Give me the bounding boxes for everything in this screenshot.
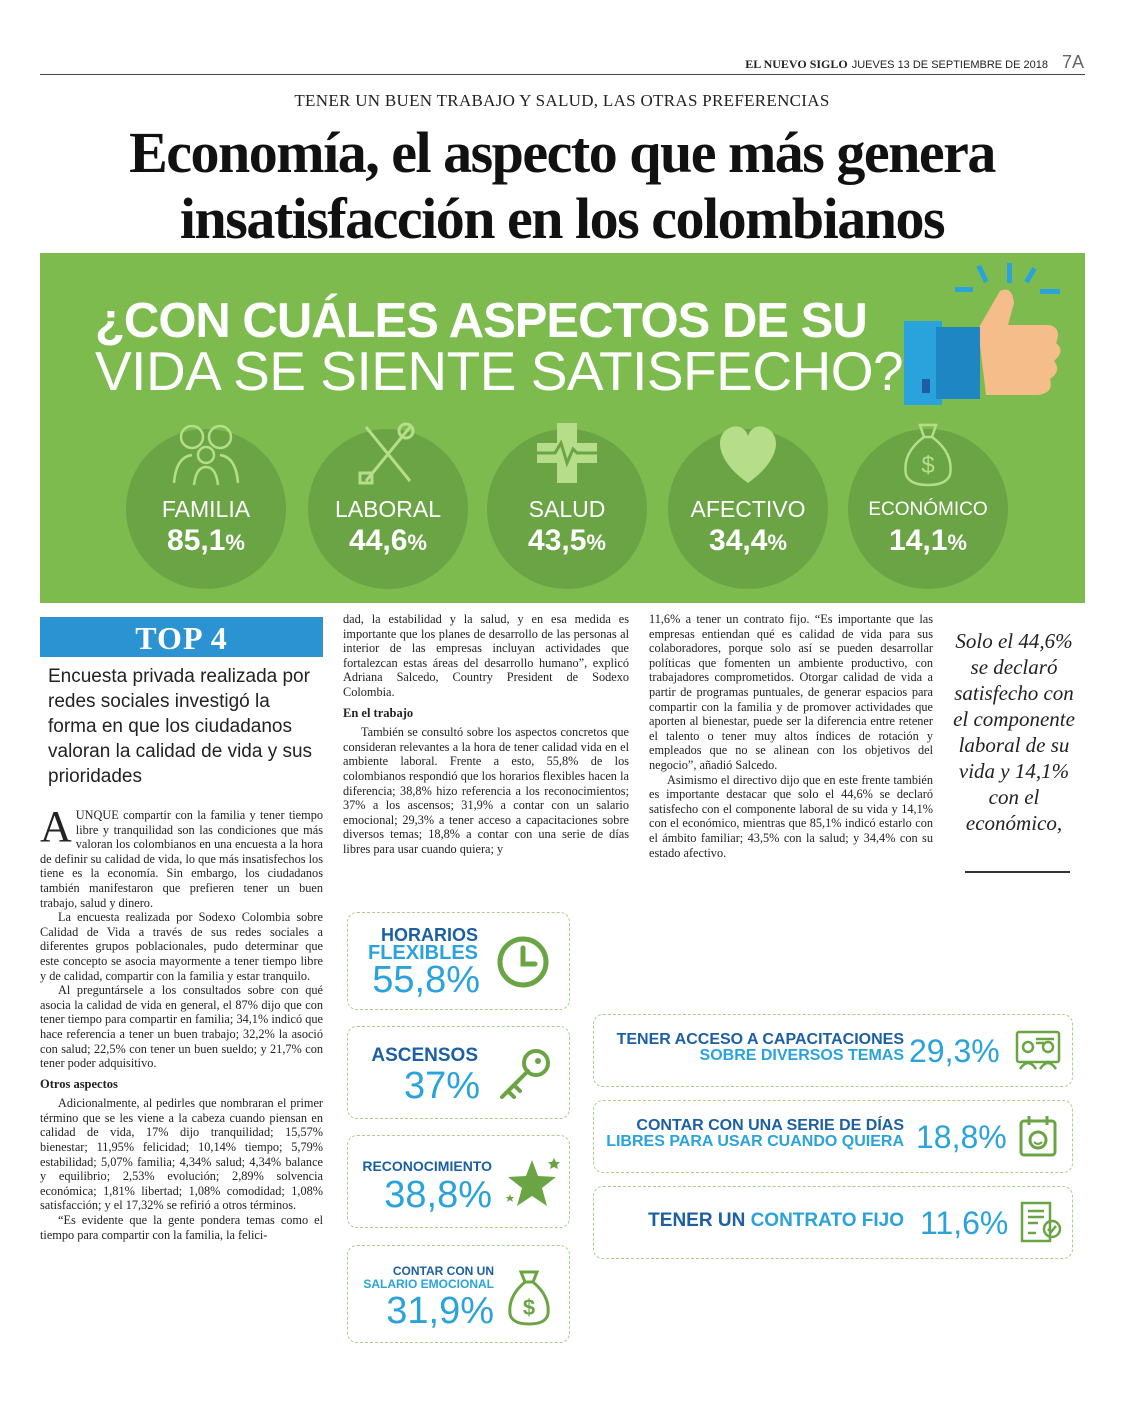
box-label: TENER UN CONTRATO FIJO	[648, 1210, 904, 1231]
box-label: SOBRE DIVERSOS TEMAS	[699, 1047, 904, 1064]
svg-text:$: $	[921, 452, 935, 479]
clock-icon	[496, 935, 550, 989]
circle-value: 34,4%	[709, 524, 787, 557]
subheading: En el trabajo	[343, 705, 414, 720]
box-contrato-fijo	[593, 1186, 1073, 1259]
article-paragraph: La encuesta realizada por Sodexo Colombia sobre Calidad de Vida a través de sus redes sociales a diferentes grupos poblacionales, pudo determinar que este concepto se asocia mayormente a tener tiempo libre y de calidad, compartir con la familia y estar tranquilo.	[40, 910, 323, 983]
box-dias-libres	[593, 1100, 1073, 1173]
box-label: RECONOCIMIENTO	[362, 1158, 492, 1174]
pull-quote-rule	[965, 871, 1070, 873]
article-paragraph: dad, la estabilidad y la salud, y en esa medida es importante que los planes de desarrollo de las personas al interior de las empresas incluyan actividades que fortalezcan estas áreas del desarrollo humano”, explicó Adriana Salcedo, Country President de Sodexo Colombia.	[343, 612, 629, 699]
box-salario-emocional	[347, 1245, 570, 1343]
star-icon	[502, 1154, 562, 1214]
circle-value: 85,1%	[167, 524, 245, 557]
box-value: 29,3%	[909, 1033, 1000, 1069]
kicker: TENER UN BUEN TRABAJO Y SALUD, LAS OTRAS PREFERENCIAS	[294, 91, 830, 110]
deck-summary: Encuesta privada realizada por redes sociales investigó la forma en que los ciudadanos valoran la calidad de vida y sus prioridades	[48, 666, 313, 787]
box-horarios-flexibles	[347, 912, 570, 1010]
circle-economico	[848, 429, 1008, 603]
circle-familia	[126, 429, 286, 603]
box-label: LIBRES PARA USAR CUANDO QUIERA	[606, 1133, 904, 1150]
box-label: SALARIO EMOCIONAL	[363, 1277, 494, 1291]
article-paragraph: 11,6% a tener un contrato fijo. “Es importante que las empresas entiendan qué es calidad de vida para sus colaboradores, porque solo así se pueden desarrollar políticas que fomenten un ambiente productivo, con trabajadores comprometidos. Otorgar calidad de vida a partir de programas puntuales, de generar espacios para compartir con la familia y de promover actividades que aporten al bienestar, puede ser la diferencia entre retener el talento o tener muy altos índices de rotación y empleados que no se alinean con los objetivos del negocio”, añadió Salcedo.	[649, 612, 933, 772]
headline-line-1: Economía, el aspecto que más genera	[129, 120, 995, 185]
box-label: ASCENSOS	[371, 1045, 478, 1066]
box-value: 37%	[403, 1065, 480, 1107]
headline	[60, 120, 1064, 252]
subheading: Otros aspectos	[40, 1076, 118, 1091]
circle-value: 44,6%	[349, 524, 427, 557]
circle-salud	[487, 429, 647, 603]
box-value: 18,8%	[916, 1119, 1007, 1155]
box-label: CONTAR CON UN	[392, 1264, 494, 1278]
health-cross-icon	[527, 419, 607, 489]
page-header	[745, 52, 1084, 73]
box-label: TENER ACCESO A CAPACITACIONES	[616, 1031, 904, 1048]
newspaper-name: EL NUEVO SIGLO	[745, 57, 848, 71]
box-value: 38,8%	[384, 1174, 492, 1216]
calendar-icon	[1018, 1113, 1058, 1159]
box-label: CONTAR CON UNA SERIE DE DÍAS	[636, 1117, 904, 1134]
box-value: 11,6%	[920, 1205, 1009, 1241]
heart-icon	[708, 419, 788, 489]
box-reconocimiento	[347, 1135, 570, 1228]
box-label: HORARIOS	[380, 925, 478, 945]
issue-date: JUEVES 13 DE SEPTIEMBRE DE 2018	[851, 59, 1048, 71]
money-bag-icon	[888, 419, 968, 489]
family-icon	[166, 419, 246, 489]
article-paragraph: También se consultó sobre los aspectos concretos que consideran relevantes a la hora de tener calidad vida en el ambiente laboral. Frente a esto, 55,8% de los colombianos respondió que los horarios flexibles hacen la diferencia; 38,8% hizo referencia a los reconocimientos; 37% a los ascensos; 31,9% a contar con un salario emocional; 29,3% a tener acceso a capacitaciones sobre diversos temas; 18,8% a contar con una serie de días libres para usar cuando quiera; y	[343, 725, 629, 856]
key-icon	[494, 1045, 554, 1105]
headline-line-2: insatisfacción en los colombianos	[179, 186, 945, 251]
circle-value: 14,1%	[889, 524, 967, 557]
pull-quote: Solo el 44,6% se declaró satisfecho con el componente laboral de su vida y 14,1% con el económico,	[953, 629, 1075, 835]
article-column-1	[40, 802, 323, 1242]
svg-text:$: $	[522, 1295, 536, 1320]
circle-label: LABORAL	[334, 496, 442, 522]
page-number: 7A	[1061, 52, 1084, 72]
tools-icon	[348, 419, 428, 489]
banner-question-line-1: ¿CON CUÁLES ASPECTOS DE SU	[95, 294, 867, 348]
circle-value: 43,5%	[528, 524, 606, 557]
circle-label: FAMILIA	[161, 496, 251, 522]
banner-question-line-2: VIDA SE SIENTE SATISFECHO?	[95, 340, 904, 402]
box-ascensos	[347, 1026, 570, 1119]
circle-label: AFECTIVO	[690, 496, 806, 522]
box-label: FLEXIBLES	[367, 942, 478, 964]
thumbs-up-icon	[900, 259, 1070, 409]
money-bag-icon	[504, 1268, 554, 1328]
article-column-3	[649, 612, 933, 860]
article-paragraph: Adicionalmente, al pedirles que nombraran el primer término que se les viene a la cabeza cuando piensan en calidad de vida, 17% dijo tranquilidad; 15,57% bienestar; 11,95% felicidad; 10,14% tiempo; 5,79% estabilidad; 5,07% familia; 4,34% salud; 4,34% balance y equilibrio; 2,53% evolución; 2,89% solvencia económica; 1,81% libertad; 1,08% comodidad; 1,08% satisfacción; y el 17,32% se refirió a otros términos.	[40, 1096, 323, 1213]
header-rule	[40, 74, 1085, 75]
top4-label: TOP 4	[40, 617, 323, 657]
box-capacitaciones	[593, 1014, 1073, 1087]
satisfaction-banner	[40, 253, 1085, 603]
article-column-2	[343, 612, 629, 857]
article-paragraph: “Es evidente que la gente pondera temas como el tiempo para compartir con la familia, la felici-	[40, 1213, 323, 1242]
drop-cap: A	[40, 802, 72, 851]
satisfaction-circles	[126, 429, 1085, 603]
circle-afectivo	[668, 429, 828, 603]
article-paragraph: Al preguntársele a los consultados sobre con qué asocia la calidad de vida en general, el 87% dijo que con tener tiempo para compartir en familia; 34,1% indicó que hace referencia a tener un buen trabajo; 32,2% la asoció con salud; 22,5% con tener un buen sueldo; y 21,7% con tener poder adquisitivo.	[40, 983, 323, 1071]
article-paragraph: AUNQUE compartir con la familia y tener tiempo libre y tranquilidad son las condiciones que más valoran los colombianos en una encuesta a la hora de definir su calidad de vida, lo que más insatisfechos los tiene es la economía. Sin embargo, los ciudadanos también manifestaron que prefieren tener un buen trabajo, salud y dinero.	[40, 802, 323, 910]
circle-label: SALUD	[528, 496, 606, 522]
circle-laboral	[308, 429, 468, 603]
box-value: 55,8%	[372, 959, 480, 1001]
training-icon	[1014, 1029, 1062, 1073]
contract-icon	[1018, 1199, 1062, 1245]
box-value: 31,9%	[386, 1290, 494, 1332]
circle-label: ECONÓMICO	[868, 499, 988, 520]
article-paragraph: Asimismo el directivo dijo que en este frente también es importante destacar que solo el 44,6% se declaró satisfecho con el componente laboral de su vida y 14,1% con el económico, mientras que 85,1% indicó estarlo con el ámbito familiar; 43,5% con la salud; y 34,4% con su estado afectivo.	[649, 772, 933, 860]
